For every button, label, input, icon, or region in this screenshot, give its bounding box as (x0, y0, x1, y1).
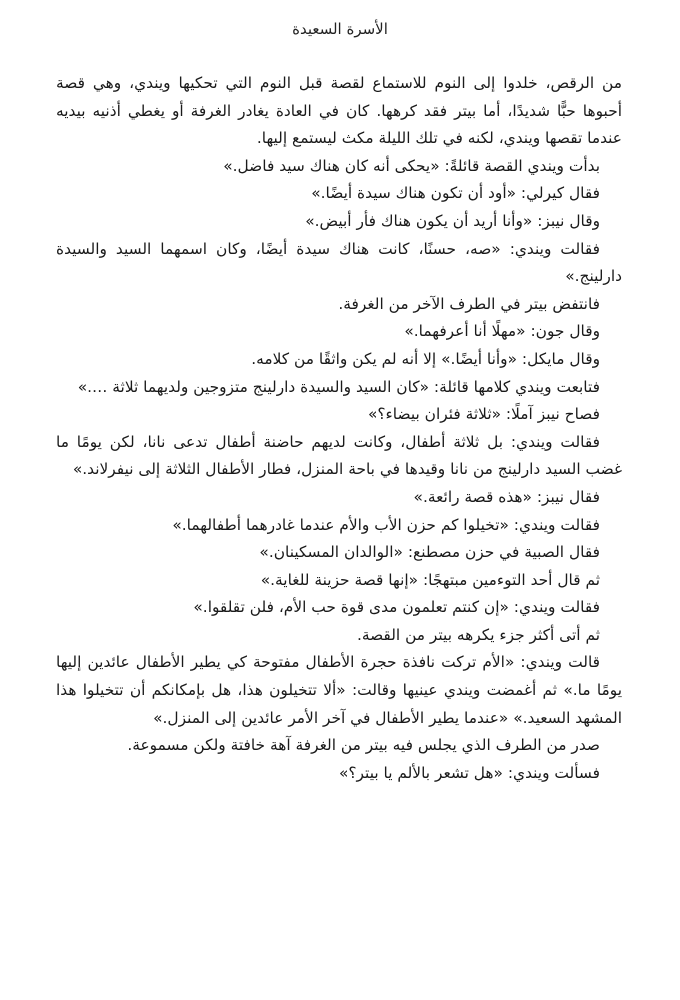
paragraph: بدأت ويندي القصة قائلةً: «يحكى أنه كان هناك سيد فاضل.» (223, 156, 600, 175)
paragraph: فقالت ويندي: «إن كنتم تعلمون مدى قوة حب الأم، فلن تقلقوا.» (193, 598, 600, 617)
paragraph: فانتفض بيتر في الطرف الآخر من الغرفة. (338, 294, 600, 313)
paragraph: فتابعت ويندي كلامها قائلة: «كان السيد والسيدة دارلينج متزوجين ولديهما ثلاثة ….» (77, 377, 600, 396)
paragraph: قالت ويندي: «الأم تركت نافذة حجرة الأطفال مفتوحة كي يطير الأطفال عائدين إليها يومًا ما.» ثم أغمضت ويندي عينيها وقالت: «ألا تتخيلون هذا، هل بإمكانكم أن تتخيلوا هذا المشهد السعيد.» «عندما يطير الأطفال في آخر الأمر عائدين إلى المنزل.» (56, 653, 622, 727)
paragraph: صدر من الطرف الذي يجلس فيه بيتر من الغرفة آهة خافتة ولكن مسموعة. (127, 736, 600, 755)
paragraph: وقال مايكل: «وأنا أيضًا.» إلا أنه لم يكن واثقًا من كلامه. (251, 349, 600, 368)
paragraph: فصاح نيبز آملًا: «ثلاثة فئران بيضاء؟» (367, 405, 600, 424)
paragraph: من الرقص، خلدوا إلى النوم للاستماع لقصة قبل النوم التي تحكيها ويندي، وهي قصة أحبوها حبًّا شديدًا، أما بيتر فقد كرهها. كان في العادة يغادر الغرفة أو يغطي أذنيه بيديه عندما تقصها ويندي، لكنه في تلك الليلة مكث ليستمع إليها. (56, 74, 622, 148)
paragraph: فقال الصبية في حزن مصطنع: «الوالدان المسكينان.» (259, 543, 600, 562)
paragraph: فقالت ويندي: بل ثلاثة أطفال، وكانت لديهم حاضنة أطفال تدعى نانا، لكن يومًا ما غضب السيد دارلينج من نانا وقيدها في باحة المنزل، فطار الأطفال الثلاثة إلى نيفرلاند.» (56, 432, 622, 479)
paragraph: فقال نيبز: «هذه قصة رائعة.» (413, 487, 600, 506)
paragraph: فقالت ويندي: «صه، حسنًا، كانت هناك سيدة أيضًا، وكان اسمهما السيد والسيدة دارلينج.» (56, 239, 622, 286)
paragraph: وقال نيبز: «وأنا أريد أن يكون هناك فأر أبيض.» (305, 211, 600, 230)
paragraph: ثم قال أحد التوءمين مبتهجًا: «إنها قصة حزينة للغاية.» (260, 570, 600, 589)
chapter-text (56, 70, 622, 787)
paragraph: ثم أتى أكثر جزء يكرهه بيتر من القصة. (356, 625, 600, 644)
paragraph: فقال كيرلي: «أود أن تكون هناك سيدة أيضًا.» (311, 184, 600, 203)
running-header: الأسرة السعيدة (292, 20, 388, 38)
paragraph: فسألت ويندي: «هل تشعر بالألم يا بيتر؟» (338, 763, 600, 782)
paragraph: وقال جون: «مهلًا أنا أعرفهما.» (404, 322, 600, 341)
paragraph: فقالت ويندي: «تخيلوا كم حزن الأب والأم عندما غادرهما أطفالهما.» (172, 515, 600, 534)
